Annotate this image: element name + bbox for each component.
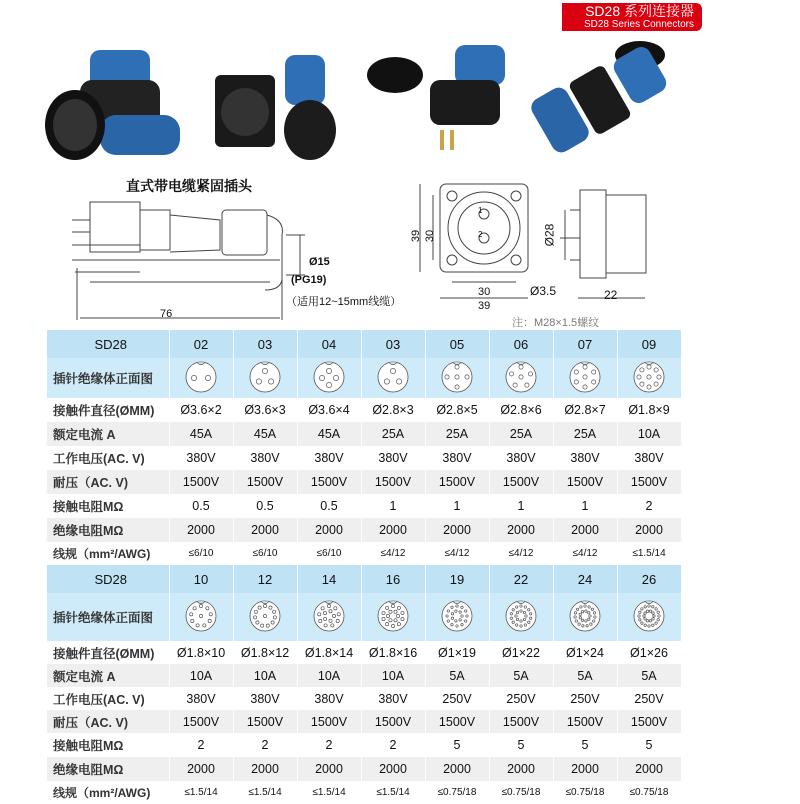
pin-layout-icon [169,593,233,641]
spec-value: 380V [233,446,297,470]
header-row [47,565,681,593]
row-label: 线规（mm²/AWG) [47,542,169,565]
spec-value: 1500V [297,710,361,733]
row-label: 额定电流 A [47,422,169,446]
pin-layout-icon [553,593,617,641]
spec-value: 2000 [361,757,425,781]
socket-front-drawing [420,184,528,298]
pin-code-cell: 19 [425,565,489,593]
spec-value: 5A [553,664,617,687]
spec-value: 2 [233,733,297,757]
spec-row [47,733,681,757]
spec-value: ≤6/10 [297,542,361,565]
spec-row [47,470,681,494]
spec-value: 45A [297,422,361,446]
spec-value: 1500V [489,710,553,733]
spec-value: 2000 [553,518,617,542]
spec-value: 0.5 [169,494,233,518]
spec-value: 1500V [169,710,233,733]
spec-value: Ø1.8×16 [361,641,425,664]
spec-value: ≤1.5/14 [297,781,361,804]
pin-code-cell: 22 [489,565,553,593]
spec-row [47,641,681,664]
spec-value: 1500V [617,710,681,733]
spec-value: 5 [425,733,489,757]
banner-title: SD28 系列连接器 [585,3,694,19]
spec-value: 1500V [553,470,617,494]
spec-value: 250V [617,687,681,710]
spec-value: 10A [233,664,297,687]
spec-value: 380V [361,687,425,710]
spec-value: 10A [617,422,681,446]
pin-layout-icon [617,358,681,398]
spec-value: 45A [169,422,233,446]
spec-row [47,542,681,565]
dim-h30: 30 [424,229,437,243]
spec-value: 2 [617,494,681,518]
row-label: 绝缘电阻MΩ [47,757,169,781]
spec-value: ≤1.5/14 [169,781,233,804]
spec-value: ≤4/12 [489,542,553,565]
row-label: 工作电压(AC. V) [47,687,169,710]
spec-value: Ø2.8×3 [361,398,425,422]
spec-value: 1 [425,494,489,518]
spec-row [47,398,681,422]
pin-layout-icon [361,358,425,398]
row-label: 接触电阻MΩ [47,494,169,518]
spec-value: 380V [553,446,617,470]
model-cell: SD28 [47,330,169,358]
pin-layout-icon [297,593,361,641]
spec-value: 250V [553,687,617,710]
spec-value: 5 [489,733,553,757]
spec-value: 2 [361,733,425,757]
spec-value: 10A [297,664,361,687]
spec-value: Ø2.8×5 [425,398,489,422]
pin-code-cell: 10 [169,565,233,593]
spec-value: ≤6/10 [169,542,233,565]
spec-value: 380V [489,446,553,470]
pin-code-cell: 06 [489,330,553,358]
spec-value: ≤1.5/14 [617,542,681,565]
spec-value: 1500V [297,470,361,494]
spec-table-2 [47,565,682,804]
spec-value: ≤4/12 [553,542,617,565]
photo-inline-connector [528,41,670,156]
dim-hole: Ø3.5 [530,284,557,298]
spec-value: 2000 [169,757,233,781]
spec-value: Ø3.6×2 [169,398,233,422]
drawing-title: 直式带电缆紧固插头 [126,178,252,194]
spec-value: 10A [361,664,425,687]
spec-value: ≤0.75/18 [489,781,553,804]
spec-value: 2000 [489,757,553,781]
row-label: 插针绝缘体正面图 [47,358,169,398]
row-label: 接触件直径(ØMM) [47,398,169,422]
spec-value: 2000 [425,757,489,781]
spec-row [47,518,681,542]
spec-value: ≤1.5/14 [233,781,297,804]
title-banner [562,3,702,31]
pin-1-label: 1 [478,206,483,215]
pin-code-cell: 24 [553,565,617,593]
spec-value: Ø1×19 [425,641,489,664]
row-label: 绝缘电阻MΩ [47,518,169,542]
pin-2-label: 2 [478,230,483,239]
spec-value: 2000 [361,518,425,542]
spec-value: 25A [425,422,489,446]
spec-value: Ø1×24 [553,641,617,664]
product-photos [0,30,800,170]
row-label: 额定电流 A [47,664,169,687]
spec-value: 1500V [553,710,617,733]
spec-value: 2000 [233,757,297,781]
row-label: 工作电压(AC. V) [47,446,169,470]
pin-code-cell: 09 [617,330,681,358]
row-label: 耐压（AC. V) [47,710,169,733]
pin-layout-icon [425,358,489,398]
dim-w30: 30 [478,286,491,298]
spec-value: 1500V [425,470,489,494]
spec-value: 1 [553,494,617,518]
pin-layout-icon [297,358,361,398]
spec-value: 2 [169,733,233,757]
dim-length: 76 [160,308,173,320]
spec-value: ≤0.75/18 [553,781,617,804]
spec-value: 1500V [169,470,233,494]
spec-value: 5A [489,664,553,687]
pin-code-cell: 05 [425,330,489,358]
pin-layout-icon [233,358,297,398]
spec-value: 1500V [361,470,425,494]
pin-code-cell: 03 [361,330,425,358]
spec-value: Ø1.8×10 [169,641,233,664]
pin-layout-icon [233,593,297,641]
spec-value: 1500V [361,710,425,733]
pin-code-cell: 04 [297,330,361,358]
spec-value: 380V [297,687,361,710]
spec-value: ≤0.75/18 [425,781,489,804]
spec-value: Ø2.8×7 [553,398,617,422]
spec-value: Ø2.8×6 [489,398,553,422]
pin-layout-icon [489,593,553,641]
header-row [47,330,681,358]
spec-value: 2000 [297,757,361,781]
spec-value: 0.5 [233,494,297,518]
spec-value: 2000 [489,518,553,542]
row-label: 接触电阻MΩ [47,733,169,757]
spec-value: 2000 [617,757,681,781]
spec-value: 5 [617,733,681,757]
spec-row [47,781,681,804]
pin-code-cell: 03 [233,330,297,358]
spec-value: ≤4/12 [425,542,489,565]
spec-value: 2 [297,733,361,757]
spec-value: 380V [297,446,361,470]
spec-value: Ø1.8×14 [297,641,361,664]
pin-code-cell: 02 [169,330,233,358]
pin-layout-icon [489,358,553,398]
spec-value: 2000 [233,518,297,542]
photo-panel-socket [215,55,336,160]
banner-subtitle: SD28 Series Connectors [583,19,694,30]
spec-value: 380V [361,446,425,470]
spec-value: 250V [425,687,489,710]
pin-layout-icon [169,358,233,398]
spec-value: 380V [169,446,233,470]
spec-value: 10A [169,664,233,687]
pin-layout-icon [425,593,489,641]
spec-value: 1 [489,494,553,518]
spec-value: 2000 [553,757,617,781]
spec-value: 1500V [617,470,681,494]
dim-d28: Ø28 [542,223,557,247]
spec-value: 5A [425,664,489,687]
spec-value: ≤0.75/18 [617,781,681,804]
spec-value: 5 [553,733,617,757]
dim-h39: 39 [410,229,423,243]
pin-code-cell: 12 [233,565,297,593]
pin-layout-icon [361,593,425,641]
spec-value: 45A [233,422,297,446]
spec-value: 0.5 [297,494,361,518]
spec-value: Ø3.6×3 [233,398,297,422]
spec-value: 250V [489,687,553,710]
spec-value: Ø1.8×12 [233,641,297,664]
pin-layout-icon [553,358,617,398]
spec-row [47,757,681,781]
dim-pg: (PG19) [291,274,327,286]
row-label: 线规（mm²/AWG) [47,781,169,804]
spec-value: 5A [617,664,681,687]
pin-code-cell: 14 [297,565,361,593]
spec-value: 2000 [169,518,233,542]
pin-code-cell: 07 [553,330,617,358]
spec-value: 1500V [233,470,297,494]
spec-value: 380V [233,687,297,710]
photo-cable-plug [45,50,180,160]
spec-value: ≤1.5/14 [361,781,425,804]
row-label: 接触件直径(ØMM) [47,641,169,664]
socket-side-drawing [560,190,646,298]
spec-value: 380V [617,446,681,470]
model-cell: SD28 [47,565,169,593]
spec-value: 1500V [233,710,297,733]
spec-value: ≤6/10 [233,542,297,565]
photo-angled-connector [367,45,505,150]
spec-row [47,687,681,710]
spec-value: 380V [169,687,233,710]
pin-code-cell: 26 [617,565,681,593]
row-label: 插针绝缘体正面图 [47,593,169,641]
spec-value: 1 [361,494,425,518]
dim-diameter: Ø15 [309,256,330,268]
spec-value: Ø3.6×4 [297,398,361,422]
spec-row [47,446,681,470]
row-label: 耐压（AC. V) [47,470,169,494]
spec-table-1 [47,330,682,565]
spec-value: 1500V [489,470,553,494]
spec-row [47,422,681,446]
spec-value: 2000 [617,518,681,542]
spec-row [47,664,681,687]
spec-value: 2000 [425,518,489,542]
plug-side-drawing [72,202,305,320]
dim-w39: 39 [478,300,491,312]
dim-depth: 22 [604,288,618,302]
spec-value: ≤4/12 [361,542,425,565]
spec-value: Ø1.8×9 [617,398,681,422]
pin-code-cell: 16 [361,565,425,593]
spec-row [47,710,681,733]
spec-value: 25A [489,422,553,446]
spec-value: Ø1×26 [617,641,681,664]
spec-value: 25A [553,422,617,446]
spec-value: Ø1×22 [489,641,553,664]
thread-note: 注：M28×1.5螺纹 [512,317,600,329]
spec-row [47,494,681,518]
spec-value: 2000 [297,518,361,542]
spec-row [47,358,681,398]
spec-row [47,593,681,641]
spec-value: 25A [361,422,425,446]
cable-range: （适用12~15mm线缆） [286,296,402,308]
pin-layout-icon [617,593,681,641]
spec-value: 380V [425,446,489,470]
spec-value: 1500V [425,710,489,733]
